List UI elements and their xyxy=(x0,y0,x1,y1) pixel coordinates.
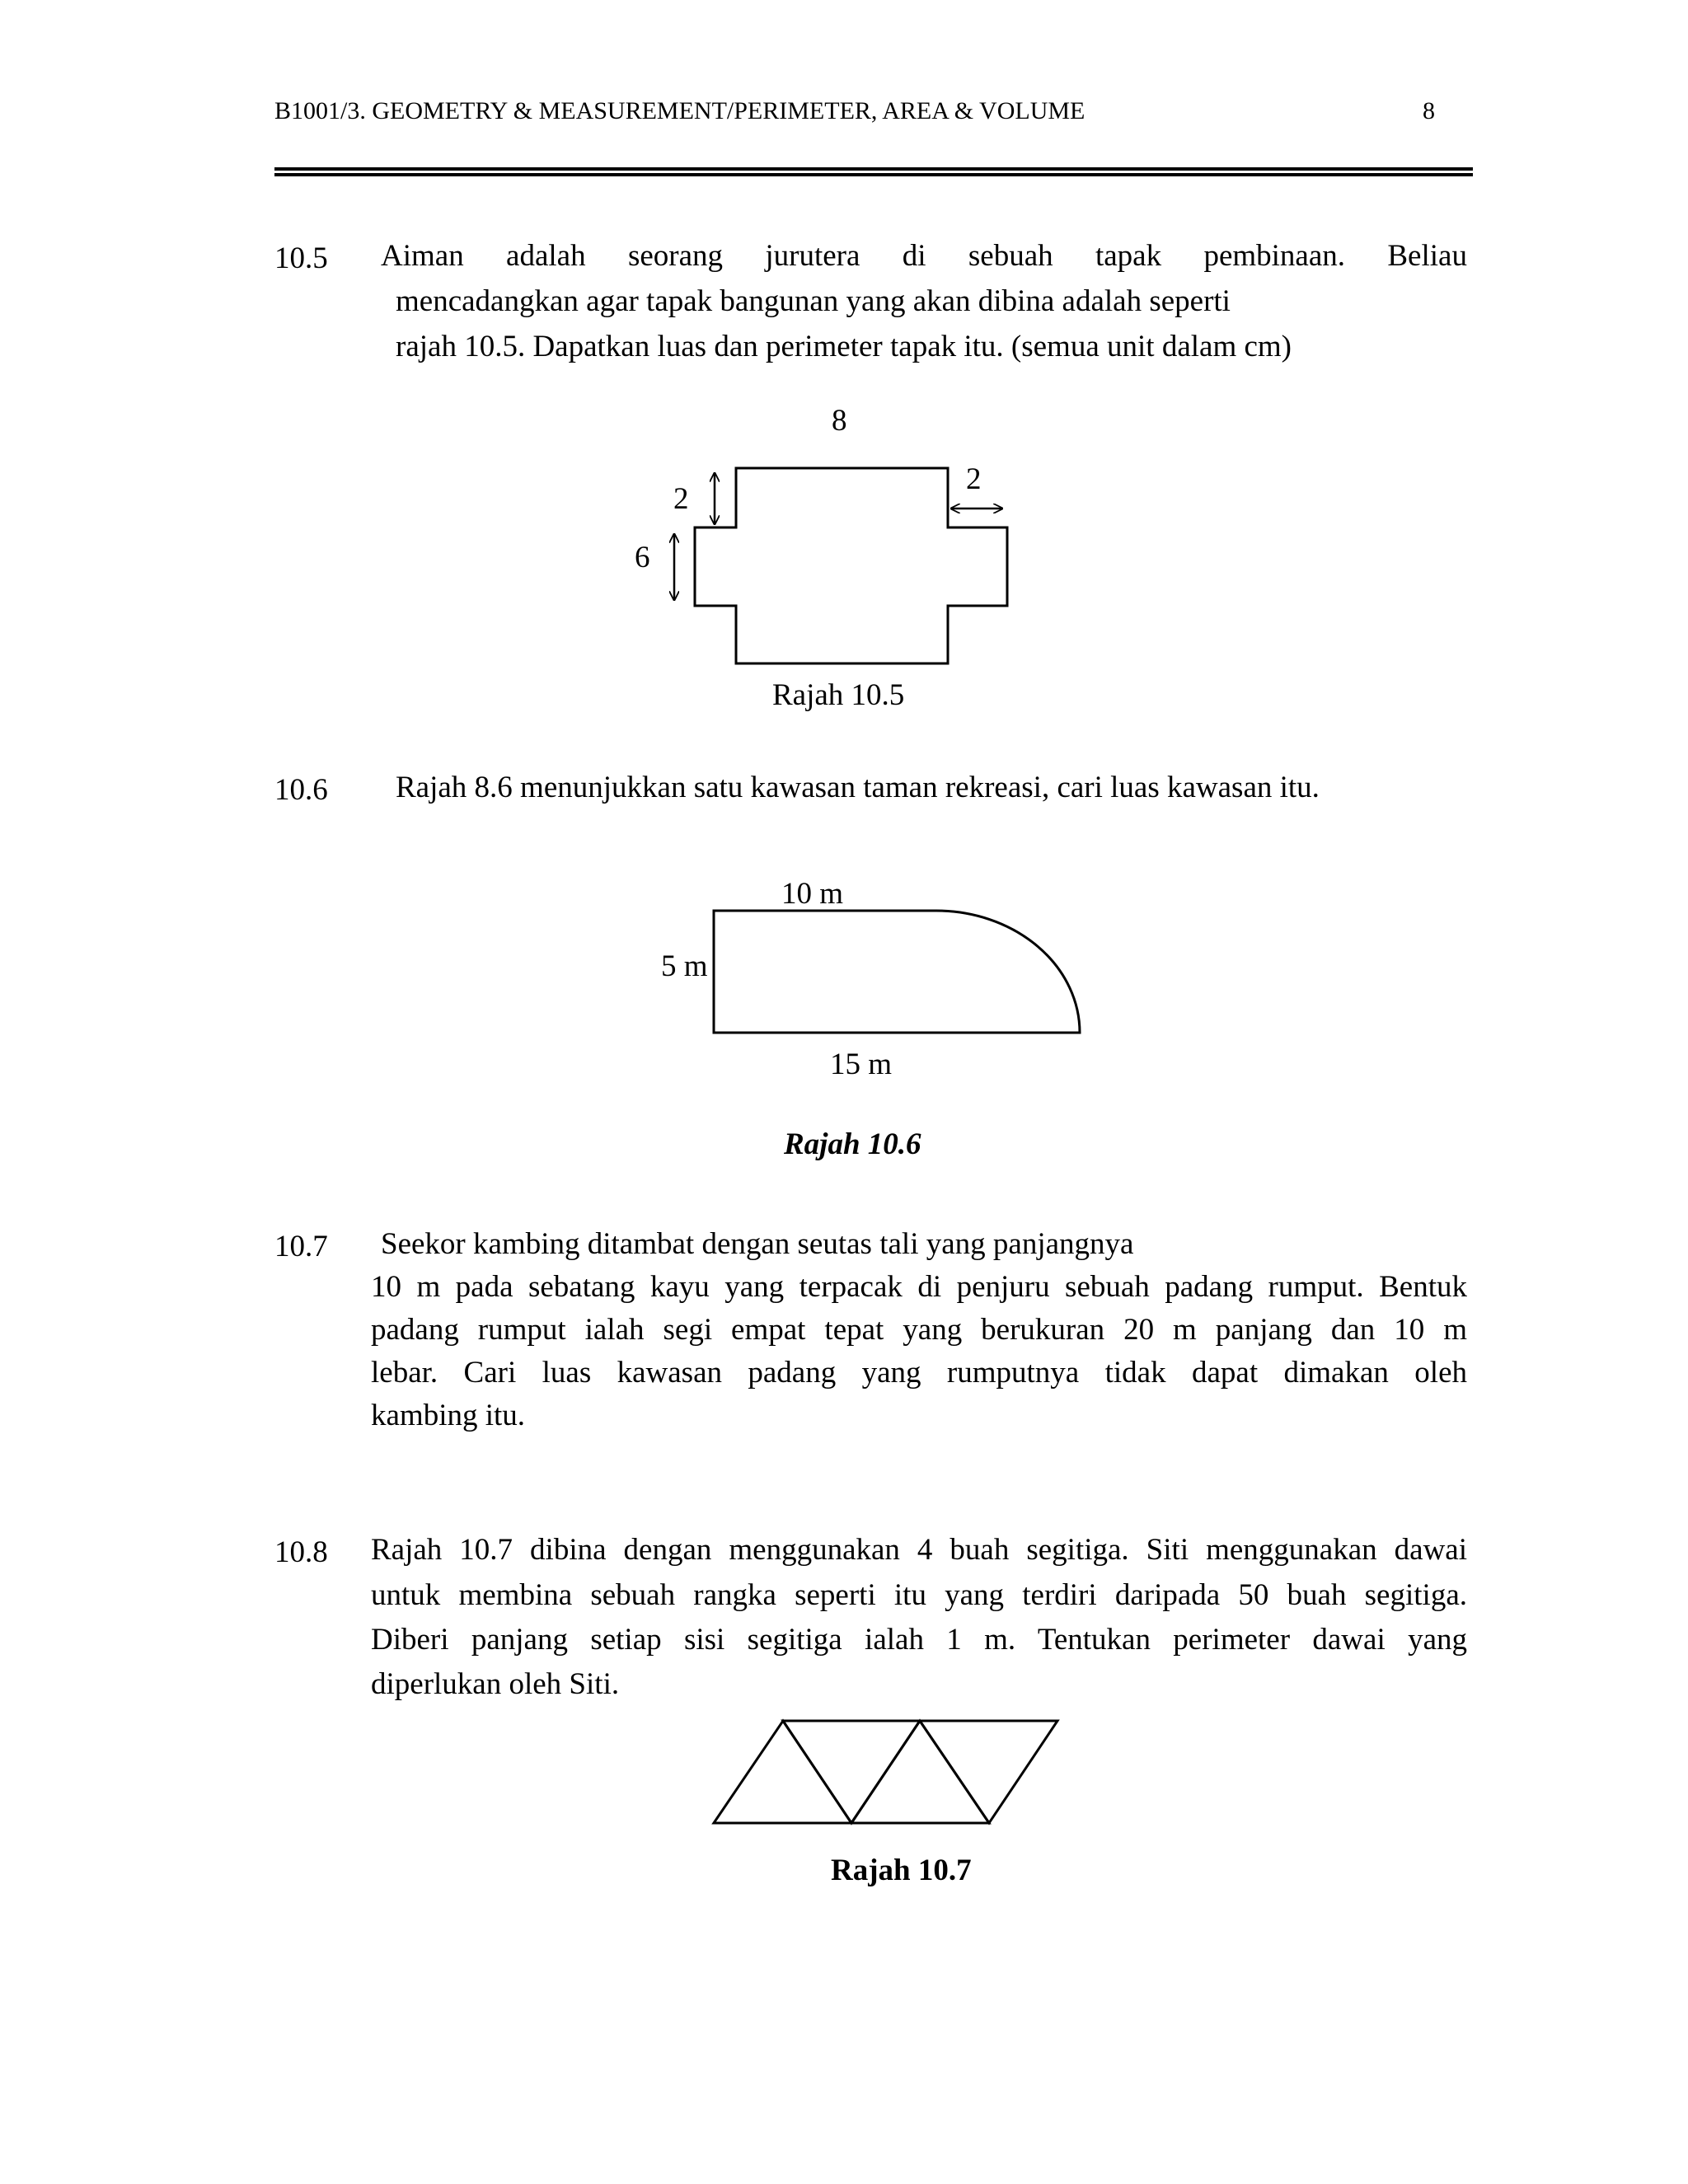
question-text-line xyxy=(381,235,1467,278)
triangle xyxy=(783,1721,920,1823)
label-left-6: 6 xyxy=(635,541,650,574)
question-number: 10.7 xyxy=(274,1230,328,1263)
word: tapak xyxy=(1095,239,1162,273)
question-text-line: 10 m pada sebatang kayu yang terpacak di penjuru sebuah padang rumput. Bentuk xyxy=(371,1270,1467,1304)
label-top-10m: 10 m xyxy=(781,877,844,911)
header-rule-top xyxy=(274,167,1473,171)
question-text-line: untuk membina sebuah rangka seperti itu yang terdiri daripada 50 buah segitiga. xyxy=(371,1578,1467,1612)
header-rule-bottom xyxy=(274,173,1473,176)
question-text-line: mencadangkan agar tapak bangunan yang akan dibina adalah seperti xyxy=(396,284,1231,318)
label-top-8: 8 xyxy=(832,404,847,438)
label-left-5m: 5 m xyxy=(661,949,708,983)
word: adalah xyxy=(506,239,586,273)
question-text-line: lebar. Cari luas kawasan padang yang rumputnya tidak dapat dimakan oleh xyxy=(371,1356,1467,1390)
word: di xyxy=(902,239,926,273)
header-title: B1001/3. GEOMETRY & MEASUREMENT/PERIMETER, AREA & VOLUME xyxy=(274,97,1085,124)
question-number: 10.6 xyxy=(274,773,328,807)
figure-caption: Rajah 10.6 xyxy=(784,1127,921,1161)
word: jurutera xyxy=(765,239,860,273)
word: pembinaan. xyxy=(1203,239,1346,273)
question-text-line: padang rumput ialah segi empat tepat yang berukuran 20 m panjang dan 10 m xyxy=(371,1313,1467,1347)
label-right-2: 2 xyxy=(966,462,982,496)
question-text-line: Seekor kambing ditambat dengan seutas tali yang panjangnya xyxy=(381,1227,1134,1261)
word: seorang xyxy=(627,239,724,273)
triangle xyxy=(714,1721,851,1823)
figure-caption: Rajah 10.7 xyxy=(831,1854,972,1887)
label-bottom-15m: 15 m xyxy=(830,1047,893,1081)
triangle xyxy=(851,1721,989,1823)
page-number: 8 xyxy=(1423,97,1435,124)
word: Beliau xyxy=(1387,239,1467,273)
question-text-line: Diberi panjang setiap sisi segitiga ialah 1 m. Tentukan perimeter dawai yang xyxy=(371,1623,1467,1657)
question-number: 10.5 xyxy=(274,241,328,275)
park-shape-outline xyxy=(714,911,1080,1033)
cross-shape-outline xyxy=(695,468,1007,663)
question-text-line: diperlukan oleh Siti. xyxy=(371,1667,620,1701)
question-text-line: Rajah 10.7 dibina dengan menggunakan 4 buah segitiga. Siti menggunakan dawai xyxy=(371,1533,1467,1567)
word: Aiman xyxy=(381,239,464,273)
question-text-line: kambing itu. xyxy=(371,1399,526,1432)
triangle xyxy=(920,1721,1057,1823)
word: sebuah xyxy=(968,239,1053,273)
figure-caption: Rajah 10.5 xyxy=(772,678,905,712)
question-text-line: Rajah 8.6 menunjukkan satu kawasan taman rekreasi, cari luas kawasan itu. xyxy=(396,771,1320,804)
label-left-2: 2 xyxy=(673,482,689,516)
question-text-line: rajah 10.5. Dapatkan luas dan perimeter tapak itu. (semua unit dalam cm) xyxy=(396,330,1292,363)
question-number: 10.8 xyxy=(274,1535,328,1569)
